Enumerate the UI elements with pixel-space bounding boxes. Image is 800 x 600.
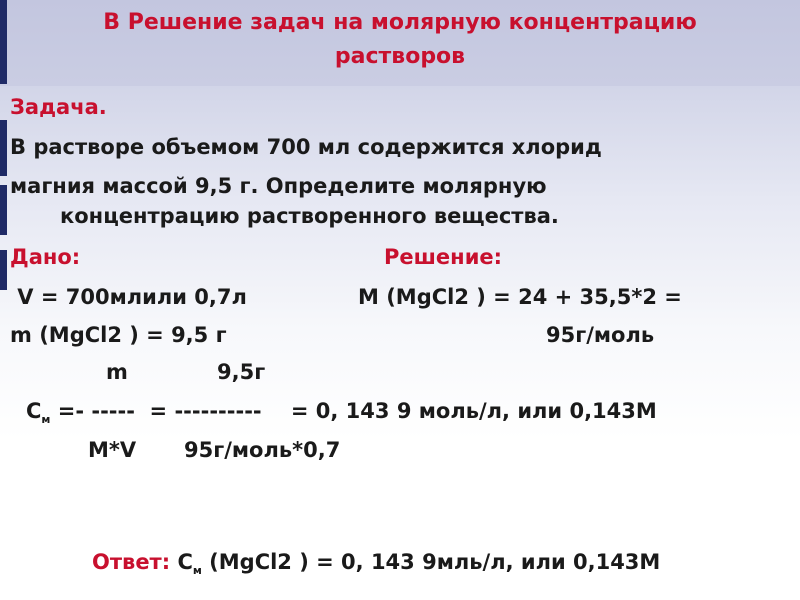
concentration-symbol: С [26,399,42,423]
formula-denominator-symbol: M*V [88,438,137,462]
formula-line [26,398,657,424]
concentration-subscript: м [41,413,51,426]
left-accent-bar [0,120,7,176]
formula-numerator-value: 9,5г [217,360,266,384]
formula-middle: =- ----- = ---------- = 0, 143 9 моль/л, или 0,143М [50,399,657,423]
slide-title [60,6,740,74]
task-line-1: В растворе объемом 700 мл содержится хлорид [10,135,602,159]
given-label: Дано: [10,245,81,269]
left-accent-bar [0,0,7,84]
formula-numerator-symbol: m [106,360,128,384]
molar-mass-value: 95г/моль [546,323,655,347]
title-line-2: растворов [334,44,466,69]
left-accent-bar [0,185,7,235]
answer-text: (MgCl2 ) = 0, 143 9мль/л, или 0,143М [201,550,661,574]
solution-label: Решение: [384,245,503,269]
given-mass: m (MgCl2 ) = 9,5 г [10,323,227,347]
answer-line [92,549,660,575]
answer-label: Ответ: [92,550,178,574]
answer-concentration-symbol: С [177,550,193,574]
title-line-1: В Решение задач на молярную концентрацию [103,10,697,35]
molar-mass-expression: M (MgCl2 ) = 24 + 35,5*2 = [358,285,682,309]
left-accent-bar [0,250,7,290]
formula-denominator-value: 95г/моль*0,7 [184,438,341,462]
answer-concentration-subscript: м [192,564,202,577]
given-volume: V = 700млили 0,7л [10,285,247,309]
task-line-3: концентрацию растворенного вещества. [60,204,559,228]
task-line-2: магния массой 9,5 г. Определите молярную [10,174,547,198]
task-label: Задача. [10,95,107,119]
